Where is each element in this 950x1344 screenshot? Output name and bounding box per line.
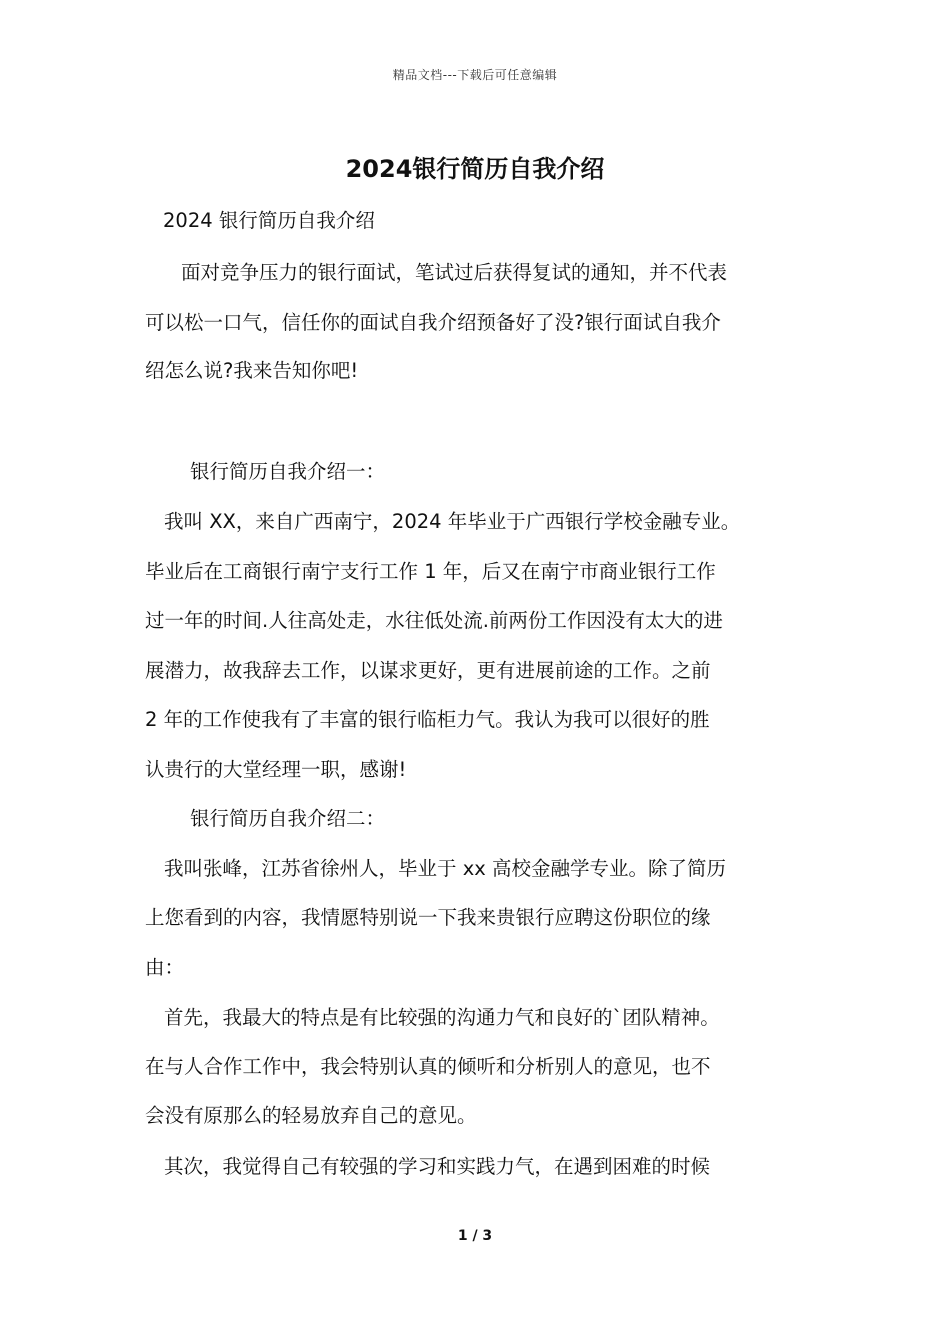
paragraph-line: 毕业后在工商银行南宁支行工作 1 年，后又在南宁市商业银行工作 xyxy=(145,560,716,583)
subtitle-line: 2024 银行简历自我介绍 xyxy=(163,209,375,232)
paragraph-line: 展潜力，故我辞去工作，以谋求更好，更有进展前途的工作。之前 xyxy=(145,659,711,682)
paragraph-line: 我叫张峰，江苏省徐州人，毕业于 xx 高校金融学专业。除了简历 xyxy=(164,857,726,880)
paragraph-line: 2 年的工作使我有了丰富的银行临柜力气。我认为我可以很好的胜 xyxy=(145,708,710,731)
paragraph-line: 我叫 XX，来自广西南宁，2024 年毕业于广西银行学校金融专业。 xyxy=(164,510,741,533)
paragraph-line: 绍怎么说?我来告知你吧! xyxy=(145,359,359,382)
page-indicator: 1 / 3 xyxy=(457,1228,493,1244)
paragraph-line: 会没有原那么的轻易放弃自己的意见。 xyxy=(145,1104,477,1127)
paragraph-line: 可以松一口气，信任你的面试自我介绍预备好了没?银行面试自我介 xyxy=(145,311,721,334)
section-heading: 银行简历自我介绍一： xyxy=(190,460,386,483)
paragraph-line: 面对竞争压力的银行面试，笔试过后获得复试的通知，并不代表 xyxy=(181,261,728,284)
paragraph-line: 过一年的时间.人往高处走，水往低处流.前两份工作因没有太大的进 xyxy=(145,609,723,632)
header-note: 精品文档---下载后可任意编辑 xyxy=(392,68,558,82)
paragraph-line: 由： xyxy=(145,956,185,979)
document-title: 2024银行简历自我介绍 xyxy=(345,155,605,183)
paragraph-line: 上您看到的内容，我情愿特别说一下我来贵银行应聘这份职位的缘 xyxy=(145,906,711,929)
paragraph-line: 其次，我觉得自己有较强的学习和实践力气，在遇到困难的时候 xyxy=(164,1155,711,1178)
section-heading: 银行简历自我介绍二： xyxy=(190,807,386,830)
paragraph-line: 在与人合作工作中，我会特别认真的倾听和分析别人的意见，也不 xyxy=(145,1055,711,1078)
paragraph-line: 首先，我最大的特点是有比较强的沟通力气和良好的`团队精神。 xyxy=(164,1006,720,1029)
paragraph-line: 认贵行的大堂经理一职，感谢! xyxy=(145,758,407,781)
